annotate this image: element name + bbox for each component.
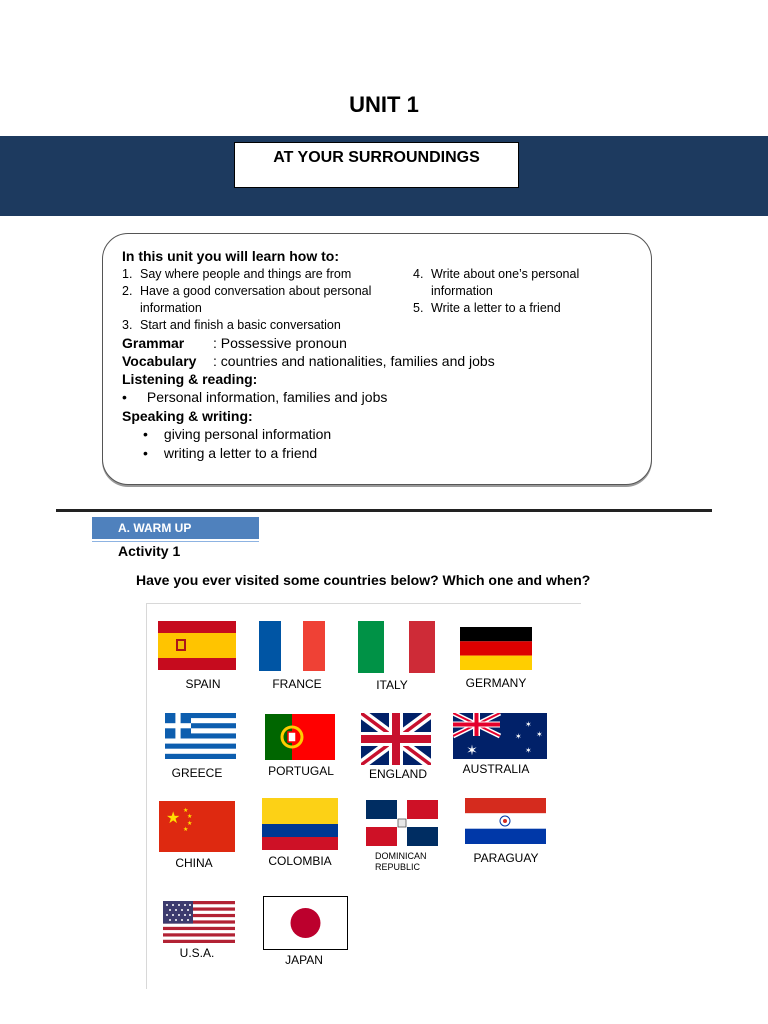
flag-caption: PORTUGAL <box>268 764 334 778</box>
section-underline <box>92 541 259 542</box>
flag-caption: ENGLAND <box>368 767 427 781</box>
flag-china <box>159 801 235 852</box>
flag-spain <box>158 621 236 670</box>
flag-france <box>259 621 325 671</box>
objective-item: 2. Have a good conversation about personal <box>122 284 372 298</box>
banner-title: AT YOUR SURROUNDINGS <box>234 142 519 188</box>
speaking-label: Speaking & writing: <box>122 408 253 424</box>
flag-caption: SPAIN <box>185 677 221 691</box>
flag-caption: U.S.A. <box>179 946 215 960</box>
svg-text:★: ★ <box>187 814 193 820</box>
flag-dominican-republic <box>366 800 438 846</box>
flag-england <box>361 713 431 765</box>
objectives-box <box>102 233 652 485</box>
listening-item: • Personal information, families and jobs <box>122 389 388 405</box>
svg-text:✶: ✶ <box>466 742 478 758</box>
objective-item-cont: information <box>140 301 202 315</box>
activity-title: Activity 1 <box>118 543 181 559</box>
flag-germany <box>460 627 532 670</box>
activity-question: Have you ever visited some countries below? Which one and when? <box>136 572 591 588</box>
vocabulary-label: Vocabulary <box>122 353 197 369</box>
svg-text:★: ★ <box>166 810 181 827</box>
svg-text:★: ★ <box>183 808 189 814</box>
section-label: A. WARM UP <box>92 517 259 539</box>
grammar-label: Grammar <box>122 335 185 351</box>
flag-australia <box>453 713 547 759</box>
objective-item-cont: information <box>431 284 493 298</box>
section-divider <box>56 509 712 512</box>
flag-caption: CHINA <box>175 856 213 870</box>
objective-item: 5. Write a letter to a friend <box>413 301 561 315</box>
unit-title: UNIT 1 <box>349 92 419 117</box>
svg-text:✶: ✶ <box>525 746 532 755</box>
svg-text:✶: ✶ <box>525 720 532 729</box>
svg-text:★: ★ <box>183 827 189 833</box>
objective-item: 3. Start and finish a basic conversation <box>122 318 341 332</box>
flag-greece <box>165 713 236 759</box>
objective-item: 1. Say where people and things are from <box>122 267 352 281</box>
flag-caption: GREECE <box>171 766 223 780</box>
svg-text:★: ★ <box>187 821 193 827</box>
flag-colombia <box>262 798 338 850</box>
speaking-item: • writing a letter to a friend <box>143 445 318 461</box>
flag-caption: PARAGUAY <box>473 851 539 865</box>
listening-label: Listening & reading: <box>122 371 258 387</box>
flag-usa <box>163 901 235 943</box>
svg-text:✶: ✶ <box>536 730 543 739</box>
flag-japan <box>263 896 348 950</box>
flag-caption: GERMANY <box>465 676 527 690</box>
vocabulary-text: : countries and nationalities, families and jobs <box>213 353 495 369</box>
flag-caption: ITALY <box>376 678 408 692</box>
flag-portugal <box>265 714 335 760</box>
flag-caption: DOMINICAN REPUBLIC <box>375 851 427 872</box>
flag-caption: AUSTRALIA <box>462 762 530 776</box>
objectives-heading: In this unit you will learn how to: <box>122 248 339 264</box>
flag-caption: FRANCE <box>272 677 322 691</box>
svg-text:✶: ✶ <box>515 732 522 741</box>
flag-caption: JAPAN <box>285 953 323 967</box>
speaking-item: • giving personal information <box>143 426 332 442</box>
grammar-text: : Possessive pronoun <box>213 335 347 351</box>
flag-caption: COLOMBIA <box>268 854 332 868</box>
flag-paraguay <box>465 798 546 844</box>
flag-italy <box>358 621 435 673</box>
objective-item: 4. Write about one’s personal <box>413 267 580 281</box>
